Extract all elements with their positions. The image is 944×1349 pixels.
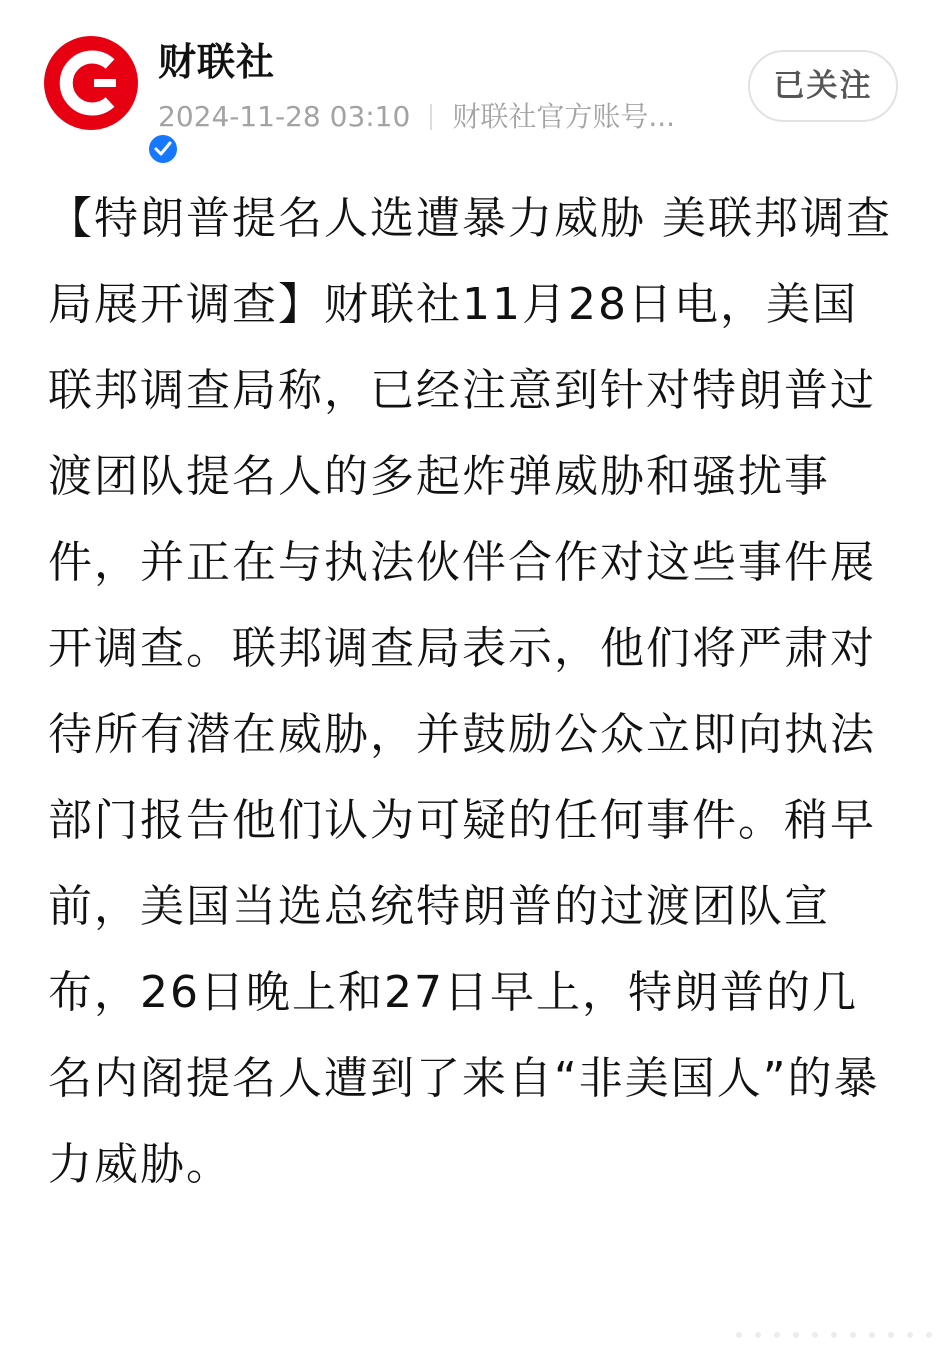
- avatar[interactable]: [44, 36, 138, 130]
- article-body: 财联社11月28日电，美国联邦调查局称，已经注意到针对特朗普过渡团队提名人的多起炸弹威胁和骚扰事件，并正在与执法伙伴合作对这些事件展开调查。联邦调查局表示，他们将严肃对待所有潜在威胁，并鼓励公众立即向执法部门报告他们认为可疑的任何事件。稍早前，美国当选总统特朗普的过渡团队宣布，26日晚上和27日早上，特朗普的几名内阁提名人遭到了来自“非美国人”的暴力威胁。: [48, 279, 880, 1190]
- verified-badge: [146, 132, 180, 166]
- post-meta: [158, 98, 675, 136]
- post-timestamp: 2024-11-28 03:10: [158, 100, 411, 133]
- post-header: [0, 0, 944, 160]
- article-content: [48, 176, 900, 1208]
- cls-logo-icon: [58, 50, 124, 116]
- article-title: 【特朗普提名人选遭暴力威胁 美联邦调查局展开调查】: [48, 193, 892, 330]
- account-name[interactable]: 财联社: [158, 40, 276, 84]
- follow-button[interactable]: 已关注: [748, 50, 898, 122]
- account-description: 财联社官方账号...: [452, 100, 676, 133]
- page-indicator-dots: [736, 1332, 932, 1338]
- meta-divider: [430, 104, 432, 130]
- verified-check-icon: [154, 141, 172, 157]
